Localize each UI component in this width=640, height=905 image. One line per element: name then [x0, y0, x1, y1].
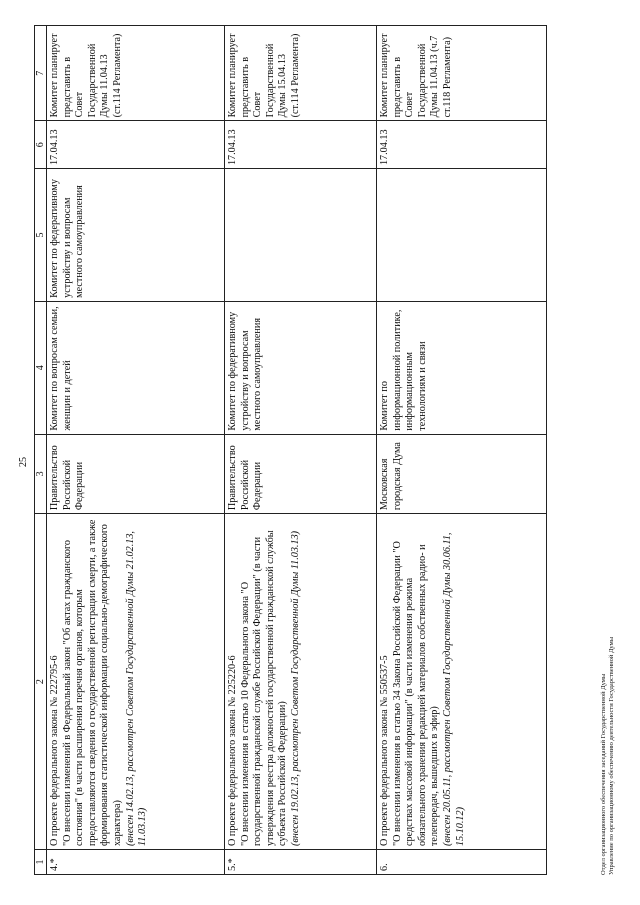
table-row — [47, 26, 225, 875]
bill-cell — [225, 514, 377, 850]
bill-note: (внесен 19.02.13, рассмотрен Советом Государственной Думы 11.03.13) — [289, 530, 301, 847]
action-cell: Комитет планирует представить в Совет Государственной Думы 11.04.13 (ч.7 ст.118 Регламента) — [377, 26, 547, 121]
row-number: 6. — [377, 850, 547, 875]
bill-note: (внесен 14.02.13, рассмотрен Советом Государственной Думы 21.02.13, 11.03.13) — [124, 531, 149, 847]
column-header: 3 — [35, 434, 47, 513]
bill-cell — [47, 514, 225, 850]
action-cell: Комитет планирует представить в Совет Государственной Думы 11.04.13 (ст.114 Регламента) — [47, 26, 225, 121]
bill-cell — [377, 514, 547, 850]
date-cell: 17.04.13 — [47, 121, 225, 169]
page-footer — [600, 637, 616, 875]
date-cell: 17.04.13 — [377, 121, 547, 169]
committee-cell: Комитет по вопросам семьи, женщин и детей — [47, 301, 225, 434]
column-header: 4 — [35, 301, 47, 434]
row-number: 5.* — [225, 850, 377, 875]
bill-title: О проекте федерального закона № 222795-6 — [49, 655, 60, 847]
column-header: 6 — [35, 121, 47, 169]
bill-description: "О внесении изменений в Федеральный закон "Об актах гражданского состояния" (в части расширения перечня органов, которым предоставляются сведения о государственной регистрации смерти, а также формирования статистической информации социально-демографического характера) — [61, 519, 123, 847]
bill-title: О проекте федерального закона № 225220-6 — [227, 655, 238, 847]
bill-description: "О внесении изменения в статью 10 Федерального закона "О государственной гражданской службе Российской Федерации" (в части утверждения реестра должностей государственной гражданской службы субъекта Российской Федерации) — [239, 530, 289, 847]
co-committee-cell: Комитет по федеративному устройству и вопросам местного самоуправления — [47, 169, 225, 302]
bills-table — [34, 25, 547, 875]
bill-description: "О внесении изменения в статью 34 Закона Российской Федерации "О средствах массовой информации" (в части изменения режима обязательного хранения редакцией материалов собственных радио- и телепередач, вышедших в эфир) — [391, 541, 441, 847]
action-cell: Комитет планирует представить в Совет Государственной Думы 15.04.13 (ст.114 Регламента) — [225, 26, 377, 121]
row-number: 4.* — [47, 850, 225, 875]
column-header: 2 — [35, 514, 47, 850]
bill-note: (внесен 20.05.11, рассмотрен Советом Государственной Думы 30.06.11, 15.10.12) — [441, 532, 466, 847]
table-row — [225, 26, 377, 875]
bill-title: О проекте федерального закона № 550537-5 — [379, 655, 390, 847]
column-header: 7 — [35, 26, 47, 121]
footer-line: Управление по организационному обеспечению деятельности Государственной Думы — [608, 636, 615, 875]
table-header-row — [35, 26, 47, 875]
co-committee-cell — [377, 169, 547, 302]
date-cell: 17.04.13 — [225, 121, 377, 169]
initiator-cell: Правительство Российской Федерации — [225, 434, 377, 513]
column-header: 5 — [35, 169, 47, 302]
initiator-cell: Правительство Российской Федерации — [47, 434, 225, 513]
column-header: 1 — [35, 850, 47, 875]
initiator-cell: Московская городская Дума — [377, 434, 547, 513]
committee-cell: Комитет по федеративному устройству и вопросам местного самоуправления — [225, 301, 377, 434]
footer-line: Отдел организационного обеспечения заседаний Государственной Думы — [600, 673, 607, 875]
co-committee-cell — [225, 169, 377, 302]
committee-cell: Комитет по информационной политике, информационным технологиям и связи — [377, 301, 547, 434]
table-row — [377, 26, 547, 875]
page-number: 25 — [18, 457, 29, 467]
